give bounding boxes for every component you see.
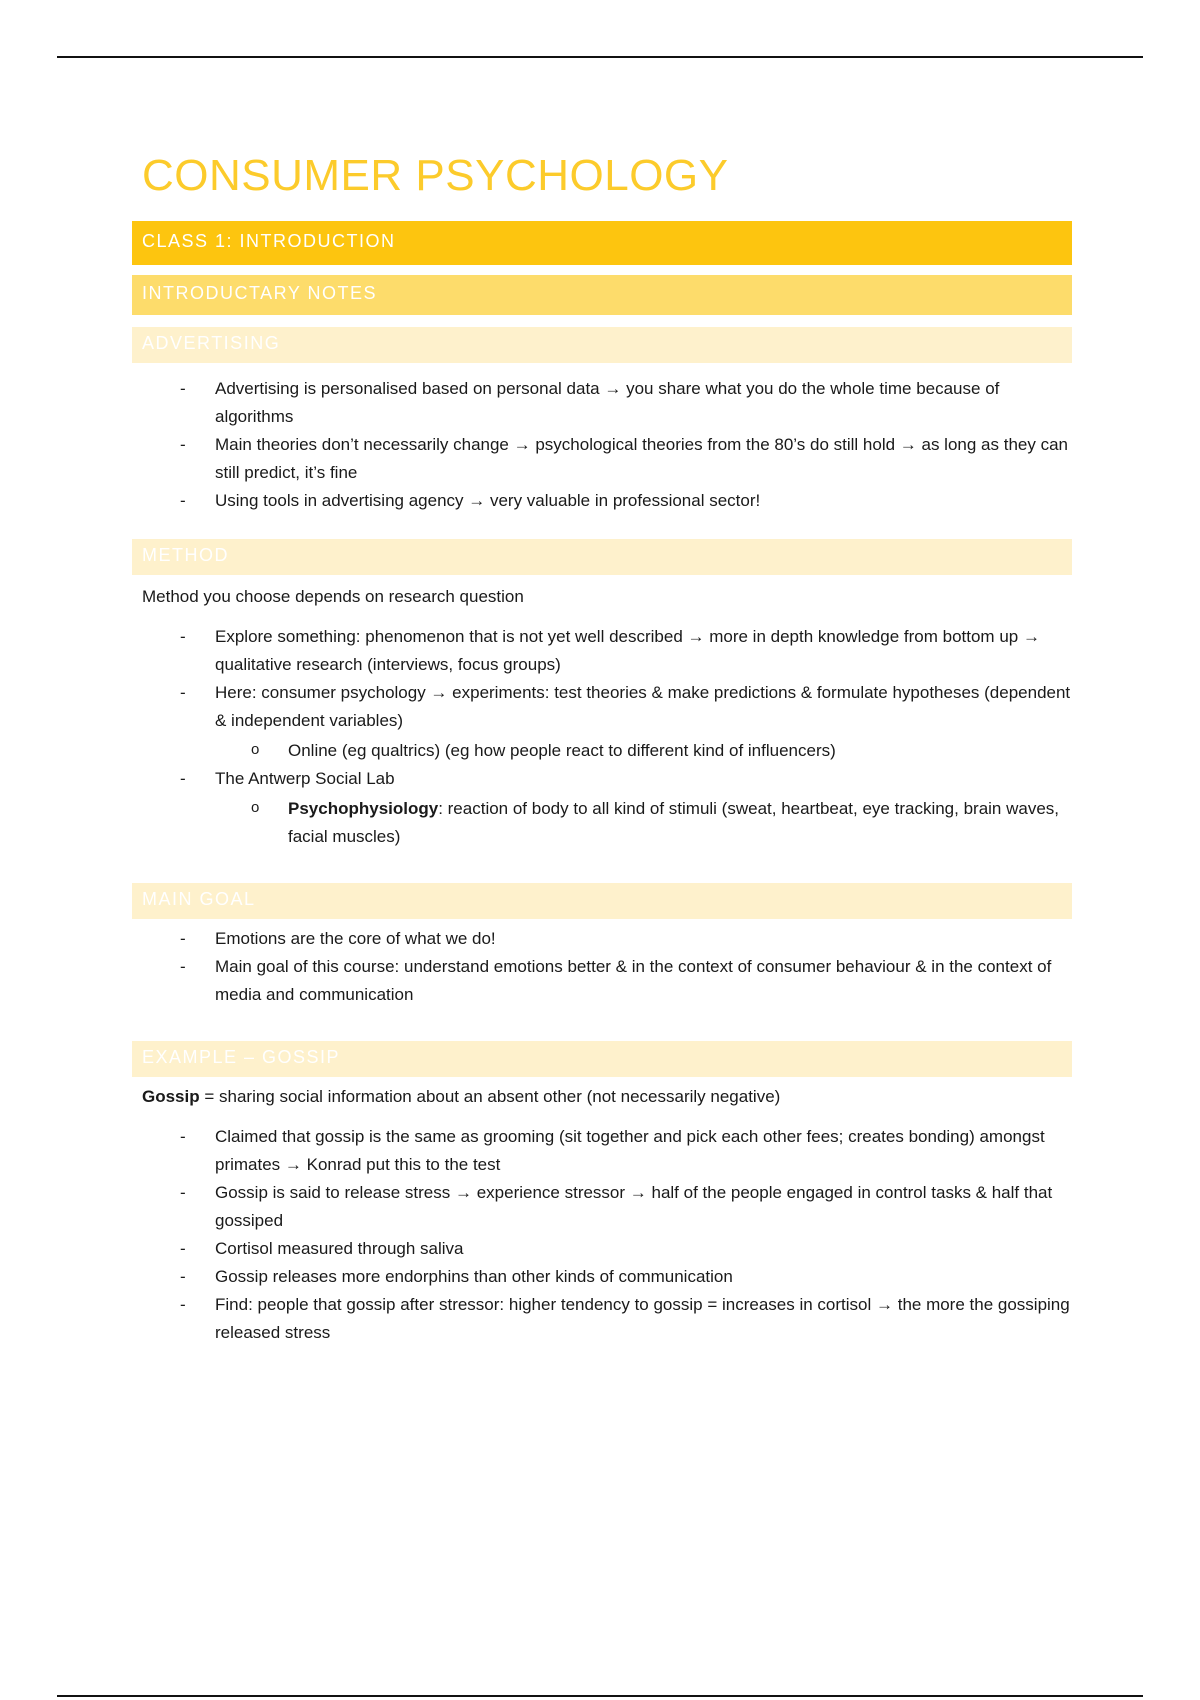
document-body <box>132 140 1072 1347</box>
main-goal-list <box>132 925 1072 1009</box>
heading-example-gossip: EXAMPLE – GOSSIP <box>132 1041 1072 1077</box>
list-item: - Find: people that gossip after stressor: higher tendency to gossip = increases in cortisol → the more the gossiping released stress <box>132 1291 1072 1347</box>
term-gossip: Gossip <box>142 1087 200 1106</box>
gossip-definition <box>142 1083 1072 1111</box>
list-item-text: The Antwerp Social Lab <box>215 769 395 788</box>
sub-list-item: o Online (eg qualtrics) (eg how people react to different kind of influencers) <box>215 737 1072 765</box>
document-title: CONSUMER PSYCHOLOGY <box>142 151 729 200</box>
list-item: - Using tools in advertising agency → very valuable in professional sector! <box>132 487 1072 515</box>
top-rule <box>57 56 1143 58</box>
list-item <box>132 765 1072 851</box>
list-item: - Main goal of this course: understand emotions better & in the context of consumer behaviour & in the context of media and communication <box>132 953 1072 1009</box>
list-item: - Advertising is personalised based on personal data → you share what you do the whole time because of algorithms <box>132 375 1072 431</box>
bottom-rule <box>57 1695 1143 1697</box>
method-intro: Method you choose depends on research question <box>142 587 524 606</box>
list-item: - Explore something: phenomenon that is not yet well described → more in depth knowledge from bottom up → qualitative research (interviews, focus groups) <box>132 623 1072 679</box>
gossip-list <box>132 1123 1072 1347</box>
method-sublist <box>215 737 1072 765</box>
list-item: - Gossip releases more endorphins than other kinds of communication <box>132 1263 1072 1291</box>
heading-introductory-notes: INTRODUCTARY NOTES <box>132 275 1072 315</box>
list-item: - Emotions are the core of what we do! <box>132 925 1072 953</box>
heading-advertising: ADVERTISING <box>132 327 1072 363</box>
list-item: - Cortisol measured through saliva <box>132 1235 1072 1263</box>
definition-text: = sharing social information about an absent other (not necessarily negative) <box>199 1087 781 1106</box>
list-item: - Main theories don’t necessarily change → psychological theories from the 80’s do still hold → as long as they can still predict, it’s fine <box>132 431 1072 487</box>
sub-list-item <box>215 795 1072 851</box>
advertising-list <box>132 375 1072 515</box>
list-item: - Claimed that gossip is the same as grooming (sit together and pick each other fees; creates bonding) amongst primates → Konrad put this to the test <box>132 1123 1072 1179</box>
lab-sublist <box>215 795 1072 851</box>
list-item: - Gossip is said to release stress → experience stressor → half of the people engaged in control tasks & half that gossiped <box>132 1179 1072 1235</box>
method-list <box>132 623 1072 851</box>
list-item-text: Here: consumer psychology → experiments: test theories & make predictions & formulate hypotheses (dependent & independent variables) <box>215 683 1071 730</box>
sub-list-item-text: : reaction of body to all kind of stimuli (sweat, heartbeat, eye tracking, brain waves, facial muscles) <box>288 799 1060 846</box>
heading-class-1: CLASS 1: INTRODUCTION <box>132 221 1072 265</box>
term-psychophysiology: Psychophysiology <box>288 799 439 818</box>
heading-method: METHOD <box>132 539 1072 575</box>
heading-main-goal: MAIN GOAL <box>132 883 1072 919</box>
list-item <box>132 679 1072 765</box>
